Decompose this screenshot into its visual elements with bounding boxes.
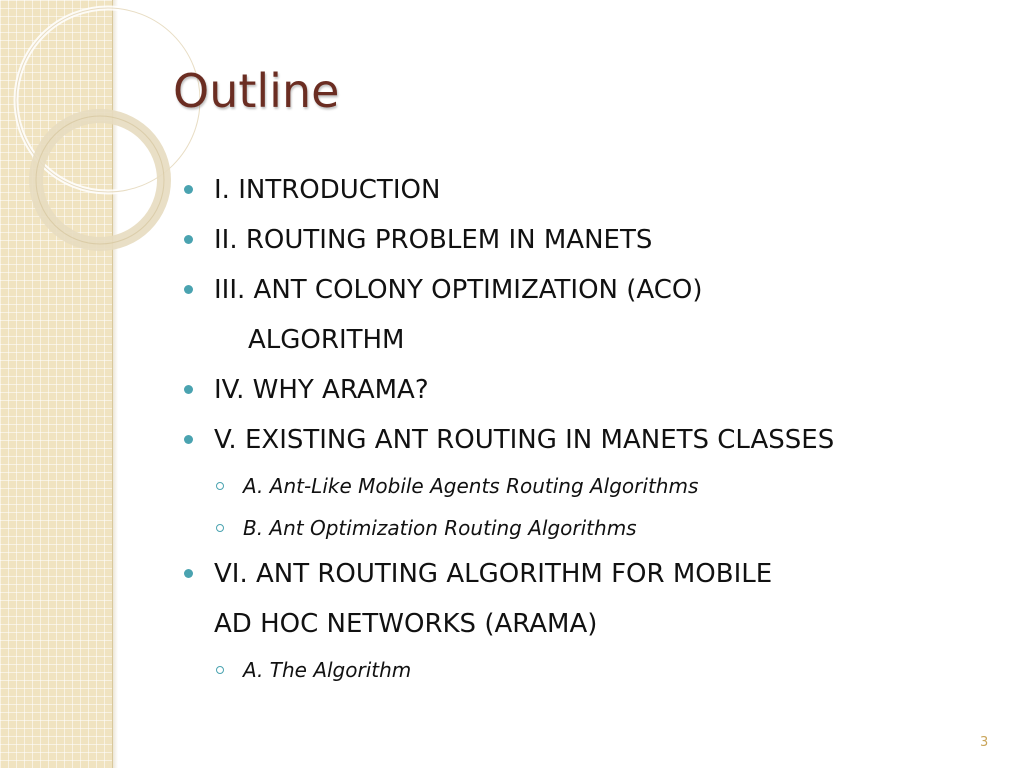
outline-item-continuation: AD HOC NETWORKS (ARAMA) [214,609,598,639]
outline-item-introduction [180,165,980,215]
page-number: 3 [980,735,989,750]
outline-item-continuation: ALGORITHM [248,325,405,355]
sub-bullet-icon [216,482,224,490]
outline-list [180,165,980,691]
outline-subitem-ant-like-agents [180,465,980,507]
bullet-icon [184,385,193,394]
bullet-icon [184,285,193,294]
outline-item-label: II. ROUTING PROBLEM IN MANETS [214,225,653,255]
sub-bullet-icon [216,524,224,532]
outline-item-routing-problem [180,215,980,265]
bullet-icon [184,435,193,444]
outline-item-label: I. INTRODUCTION [214,175,441,205]
outline-subitem-ant-optimization [180,507,980,549]
outline-item-why-arama [180,365,980,415]
outline-item-label: III. ANT COLONY OPTIMIZATION (ACO) [214,275,703,305]
slide-title: Outline [173,64,340,118]
outline-item-aco-algorithm [180,265,980,365]
outline-item-arama [180,549,980,649]
decorative-circles [0,0,200,300]
bullet-icon [184,235,193,244]
bullet-icon [184,569,193,578]
bullet-icon [184,185,193,194]
outline-subitem-label: A. The Algorithm [243,658,412,682]
outline-item-label: IV. WHY ARAMA? [214,375,429,405]
outline-subitem-the-algorithm [180,649,980,691]
decorative-circle-ring [36,116,164,244]
sub-bullet-icon [216,666,224,674]
outline-item-existing-ant-routing [180,415,980,465]
outline-subitem-label: A. Ant-Like Mobile Agents Routing Algorithms [243,474,699,498]
outline-subitem-label: B. Ant Optimization Routing Algorithms [243,516,637,540]
outline-item-label: V. EXISTING ANT ROUTING IN MANETS CLASSES [214,425,835,455]
outline-item-label: VI. ANT ROUTING ALGORITHM FOR MOBILE [214,559,773,589]
